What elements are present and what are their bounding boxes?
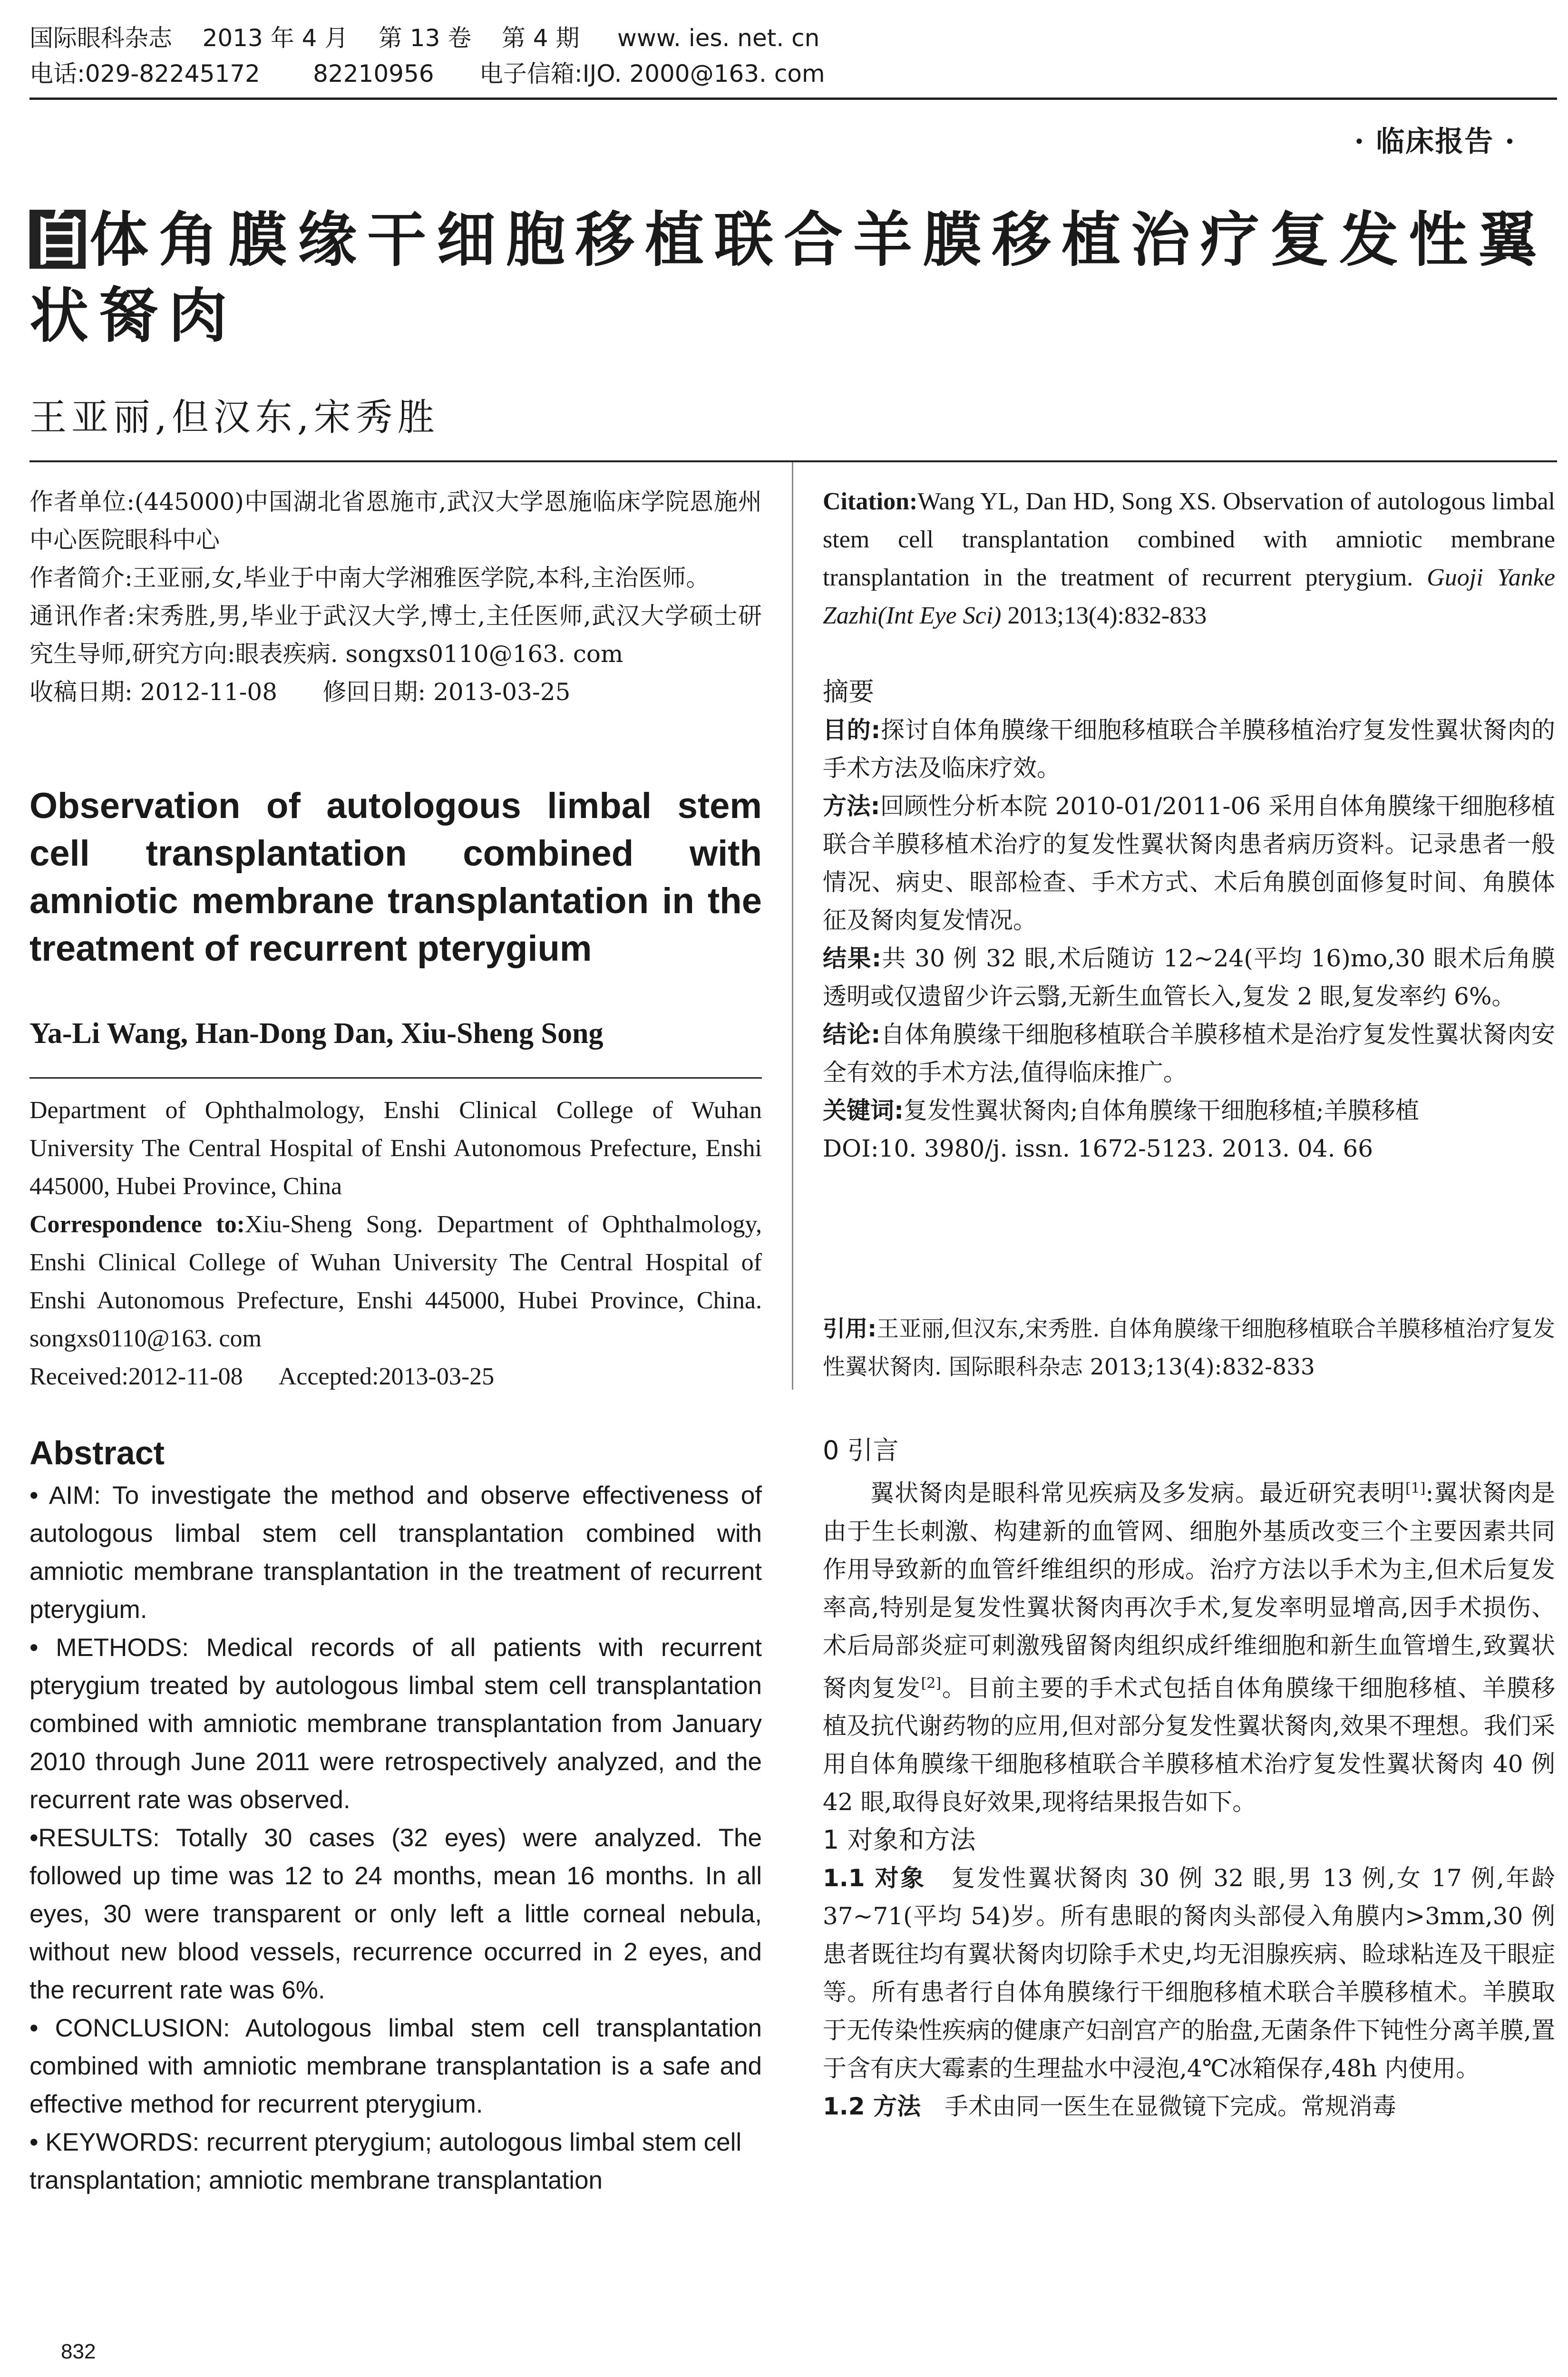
correspondence-text: Xiu-Sheng Song. Department of Ophthalmology, Enshi Clinical College of Wuhan University The Central Hospital of Enshi Autonomous Prefecture, Enshi 445000, Hubei Province, China. songxs0110@163. com bbox=[29, 1211, 762, 1352]
authors-rule bbox=[29, 1077, 762, 1079]
correspondence-label: Correspondence to: bbox=[29, 1211, 245, 1238]
english-affiliation-block bbox=[29, 1091, 762, 1396]
keywords-cn-label: 关键词: bbox=[823, 1097, 904, 1124]
correspondence bbox=[29, 1206, 762, 1358]
english-abstract bbox=[29, 1477, 762, 2200]
abstract-cn-heading: 摘要 bbox=[823, 677, 874, 707]
english-affiliation: Department of Ophthalmology, Enshi Clinical College of Wuhan University The Central Hospital of Enshi Autonomous Prefecture, Enshi 445000, Hubei Province, China bbox=[29, 1097, 762, 1200]
page-number: 832 bbox=[61, 2340, 96, 2363]
section-tag: · 临床报告 · bbox=[1354, 125, 1516, 158]
title-first-char: 自 bbox=[29, 205, 89, 273]
intro-text-c: 。目前主要的手术式包括自体角膜缘干细胞移植、羊膜移植及抗代谢药物的应用,但对部分复发性翼状胬肉,效果不理想。我们采用自体角膜缘干细胞移植联合羊膜移植术治疗复发性翼状胬肉 40 例 42 眼,取得良好效果,现将结果报告如下。 bbox=[823, 1674, 1556, 1816]
journal-header-line2: 电话:029-82245172 82210956 电子信箱:IJO. 2000@163. com bbox=[29, 60, 825, 88]
cite-label: 引用: bbox=[823, 1316, 877, 1342]
received-accepted: Received:2012-11-08 Accepted:2013-03-25 bbox=[29, 1363, 495, 1390]
authors-cn: 王亚丽,但汉东,宋秀胜 bbox=[29, 396, 439, 439]
section1-heading: 1 对象和方法 bbox=[823, 1825, 976, 1855]
section-1-2 bbox=[823, 2087, 1555, 2125]
result-label: 结果: bbox=[823, 945, 881, 972]
method-label: 方法: bbox=[823, 792, 880, 820]
author-info bbox=[29, 483, 762, 711]
citation-block bbox=[823, 483, 1555, 635]
abstract-conclusion-cn bbox=[823, 1015, 1555, 1091]
section-1-2-text: 手术由同一医生在显微镜下完成。常规消毒 bbox=[944, 2093, 1396, 2121]
corresponding-author-cn: 通讯作者:宋秀胜,男,毕业于武汉大学,博士,主任医师,武汉大学硕士研究生导师,研究方向:眼表疾病. songxs0110@163. com bbox=[29, 602, 762, 668]
conclusion-cn-label: 结论: bbox=[823, 1021, 881, 1048]
article-title bbox=[29, 202, 1551, 354]
abstract-aim: • AIM: To investigate the method and observe effectiveness of autologous limbal stem cell transplantation combined with amniotic membrane transplantation in the treatment of recurrent pterygium. bbox=[29, 1481, 762, 1624]
abstract-method bbox=[823, 787, 1555, 939]
cite-as-block bbox=[823, 1310, 1555, 1386]
abstract-conclusion: • CONCLUSION: Autologous limbal stem cell transplantation combined with amniotic membrane transplantation is a safe and effective method for recurrent pterygium. bbox=[29, 2014, 762, 2118]
ref-2: [2] bbox=[921, 1675, 942, 1692]
english-title: Observation of autologous limbal stem cell transplantation combined with amniotic membrane transplantation in the treatment of recurrent pterygium bbox=[29, 786, 762, 969]
section-1-1 bbox=[823, 1859, 1555, 2087]
abstract-methods: • METHODS: Medical records of all patients with recurrent pterygium treated by autologous limbal stem cell transplantation combined with amniotic membrane transplantation from January 2010 through June 2011 were retrospectively analyzed, and the recurrent rate was observed. bbox=[29, 1634, 762, 1814]
intro-text-b: :翼状胬肉是由于生长刺激、构建新的血管网、细胞外基质改变三个主要因素共同作用导致新的血管纤维组织的形成。治疗方法以手术为主,但术后复发率高,特别是复发性翼状胬肉再次手术,复发率明显增高,因手术损伤、术后局部炎症可刺激残留胬肉组织成纤维细胞和新生血管增生,致翼状胬肉复发 bbox=[823, 1479, 1555, 1702]
purpose-text: 探讨自体角膜缘干细胞移植联合羊膜移植治疗复发性翼状胬肉的手术方法及临床疗效。 bbox=[823, 716, 1556, 782]
keywords-cn-text: 复发性翼状胬肉;自体角膜缘干细胞移植;羊膜移植 bbox=[904, 1097, 1419, 1124]
english-authors: Ya-Li Wang, Han-Dong Dan, Xiu-Sheng Song bbox=[29, 1017, 604, 1050]
citation-journal: Guoji Yanke Zazhi(Int Eye Sci) bbox=[823, 564, 1555, 629]
doi: DOI:10. 3980/j. issn. 1672-5123. 2013. 04. 66 bbox=[823, 1135, 1373, 1162]
section-1-1-text: 复发性翼状胬肉 30 例 32 眼,男 13 例,女 17 例,年龄 37~71(平均 54)岁。所有患眼的胬肉头部侵入角膜内>3mm,30 例患者既往均有翼状胬肉切除手术史,均无泪腺疾病、睑球粘连及干眼症等。所有患者行自体角膜缘行干细胞移植术联合羊膜移植术。羊膜取于无传染性疾病的健康产妇剖宫产的胎盘,无菌条件下钝性分离羊膜,置于含有庆大霉素的生理盐水中浸泡,4℃冰箱保存,48h 内使用。 bbox=[823, 1864, 1555, 2083]
section-1-2-label: 1.2 方法 bbox=[823, 2093, 921, 2121]
abstract-keywords: • KEYWORDS: recurrent pterygium; autologous limbal stem cell transplantation; amniotic membrane transplantation bbox=[29, 2128, 742, 2194]
purpose-label: 目的: bbox=[823, 716, 881, 744]
header-rule bbox=[29, 97, 1557, 100]
section-1-1-label: 1.1 对象 bbox=[823, 1864, 926, 1892]
chinese-abstract bbox=[823, 673, 1555, 1168]
title-rest: 体角膜缘干细胞移植联合羊膜移植治疗复发性翼状胬肉 bbox=[29, 206, 1548, 351]
abstract-result bbox=[823, 939, 1555, 1015]
column-divider bbox=[792, 462, 793, 1390]
intro-text-a: 翼状胬肉是眼科常见疾病及多发病。最近研究表明 bbox=[870, 1479, 1405, 1507]
citation bbox=[823, 483, 1555, 635]
dates-cn: 收稿日期: 2012-11-08 修回日期: 2013-03-25 bbox=[29, 678, 571, 706]
body-text bbox=[823, 1432, 1555, 2125]
intro-heading: 0 引言 bbox=[823, 1435, 899, 1465]
abstract-keywords-cn bbox=[823, 1091, 1555, 1130]
author-bio-cn: 作者简介:王亚丽,女,毕业于中南大学湘雅医学院,本科,主治医师。 bbox=[29, 564, 710, 592]
journal-header-line1: 国际眼科杂志 2013 年 4 月 第 13 卷 第 4 期 www. ies. net. cn bbox=[29, 24, 820, 52]
title-rule bbox=[29, 460, 1557, 462]
author-affiliation-cn: 作者单位:(445000)中国湖北省恩施市,武汉大学恩施临床学院恩施州中心医院眼科中心 bbox=[29, 488, 762, 554]
method-text: 回顾性分析本院 2010-01/2011-06 采用自体角膜缘干细胞移植联合羊膜移植术治疗的复发性翼状胬肉患者病历资料。记录患者一般情况、病史、眼部检查、手术方式、术后角膜创面修复时间、角膜体征及胬肉复发情况。 bbox=[823, 792, 1555, 934]
conclusion-cn-text: 自体角膜缘干细胞移植联合羊膜移植术是治疗复发性翼状胬肉安全有效的手术方法,值得临床推广。 bbox=[823, 1021, 1556, 1086]
abstract-results: •RESULTS: Totally 30 cases (32 eyes) were analyzed. The followed up time was 12 to 24 months, mean 16 months. In all eyes, 30 were transparent or only left a little corneal nebula, without new blood vessels, recurrence occurred in 2 eyes, and the recurrent rate was 6%. bbox=[29, 1824, 762, 2004]
result-text: 共 30 例 32 眼,术后随访 12~24(平均 16)mo,30 眼术后角膜透明或仅遗留少许云翳,无新生血管长入,复发 2 眼,复发率约 6%。 bbox=[823, 945, 1556, 1010]
cite-as bbox=[823, 1310, 1555, 1386]
citation-text: Wang YL, Dan HD, Song XS. Observation of autologous limbal stem cell transplantation combined with amniotic membrane transplantation in the treatment of recurrent pterygium. bbox=[823, 488, 1555, 591]
intro-paragraph bbox=[823, 1470, 1555, 1821]
citation-tail: 2013;13(4):832-833 bbox=[1001, 602, 1207, 629]
ref-1: [1] bbox=[1405, 1480, 1426, 1497]
abstract-heading: Abstract bbox=[29, 1434, 165, 1471]
abstract-purpose bbox=[823, 711, 1555, 787]
cite-text: 王亚丽,但汉东,宋秀胜. 自体角膜缘干细胞移植联合羊膜移植治疗复发性翼状胬肉. 国际眼科杂志 2013;13(4):832-833 bbox=[823, 1316, 1555, 1380]
citation-label: Citation: bbox=[823, 488, 918, 515]
